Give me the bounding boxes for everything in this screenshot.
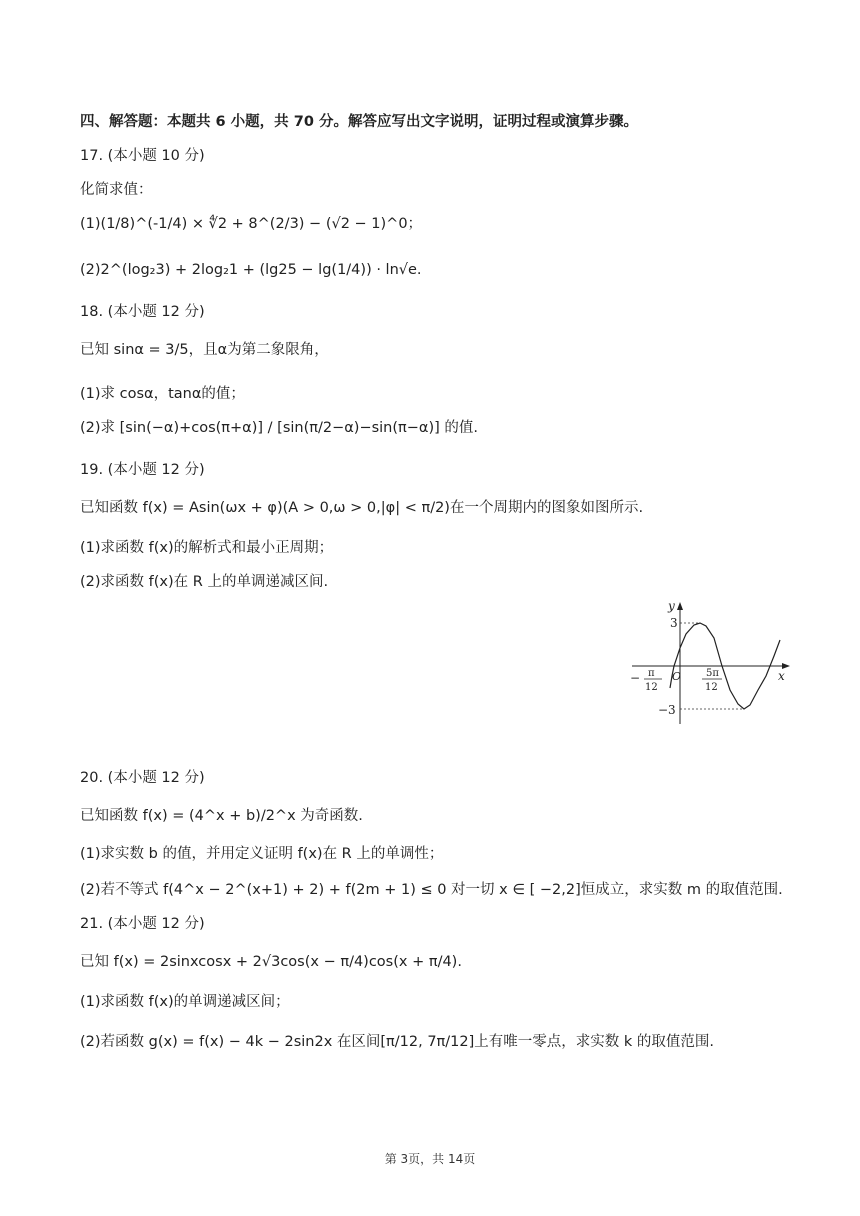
q19-intro: 已知函数 f(x) = Asin(ωx + φ)(A > 0,ω > 0,|φ| < π/2)在一个周期内的图象如图所示. xyxy=(80,500,644,516)
y-min-label: −3 xyxy=(658,703,676,717)
q19-part2: (2)求函数 f(x)在 R 上的单调递减区间. xyxy=(80,574,329,590)
q20-header: 20. (本小题 12 分) xyxy=(80,770,205,786)
q19-header: 19. (本小题 12 分) xyxy=(80,462,205,478)
q21-header: 21. (本小题 12 分) xyxy=(80,916,205,932)
q18-intro: 已知 sinα = 3/5，且α为第二象限角， xyxy=(80,342,329,358)
x-axis-label: x xyxy=(778,669,785,683)
q17-part2: (2)2^(log₂3) + 2log₂1 + (lg25 − lg(1/4)) · ln√e. xyxy=(80,262,422,278)
q17-header: 17. (本小题 10 分) xyxy=(80,148,205,164)
q17-intro: 化简求值： xyxy=(80,182,153,198)
y-max-label: 3 xyxy=(670,616,678,630)
q21-intro: 已知 f(x) = 2sinxcosx + 2√3cos(x − π/4)cos(x + π/4). xyxy=(80,954,462,970)
q18-part2: (2)求 [sin(−α)+cos(π+α)] / [sin(π/2−α)−sin(π−α)] 的值. xyxy=(80,420,478,436)
q20-part1: (1)求实数 b 的值，并用定义证明 f(x)在 R 上的单调性； xyxy=(80,846,444,862)
section-heading: 四、解答题：本题共 6 小题，共 70 分。解答应写出文字说明，证明过程或演算步骤。 xyxy=(80,114,638,130)
y-axis-arrow xyxy=(677,602,683,610)
origin-label: O xyxy=(672,670,682,683)
x-left-denominator: 12 xyxy=(645,682,658,693)
q18-header: 18. (本小题 12 分) xyxy=(80,304,205,320)
x-right-numerator: 5π xyxy=(706,668,719,679)
page-footer: 第 3页，共 14页 xyxy=(384,1152,476,1166)
q17-part1: (1)(1/8)^(-1/4) × ∜2 + 8^(2/3) − (√2 − 1)^0； xyxy=(80,216,423,232)
x-left-numerator: π xyxy=(648,668,655,679)
q20-part2: (2)若不等式 f(4^x − 2^(x+1) + 2) + f(2m + 1) ≤ 0 对一切 x ∈ [ −2,2]恒成立，求实数 m 的取值范围. xyxy=(80,882,783,898)
q18-part1: (1)求 cosα，tanα的值； xyxy=(80,386,245,402)
q21-part2: (2)若函数 g(x) = f(x) − 4k − 2sin2x 在区间[π/12, 7π/12]上有唯一零点，求实数 k 的取值范围. xyxy=(80,1034,714,1050)
y-axis-label: y xyxy=(668,599,675,613)
q20-intro: 已知函数 f(x) = (4^x + b)/2^x 为奇函数. xyxy=(80,808,363,824)
sine-graph xyxy=(628,596,800,728)
q21-part1: (1)求函数 f(x)的单调递减区间； xyxy=(80,994,290,1010)
x-left-sign: − xyxy=(630,671,641,685)
x-right-denominator: 12 xyxy=(705,682,718,693)
q19-part1: (1)求函数 f(x)的解析式和最小正周期； xyxy=(80,540,334,556)
